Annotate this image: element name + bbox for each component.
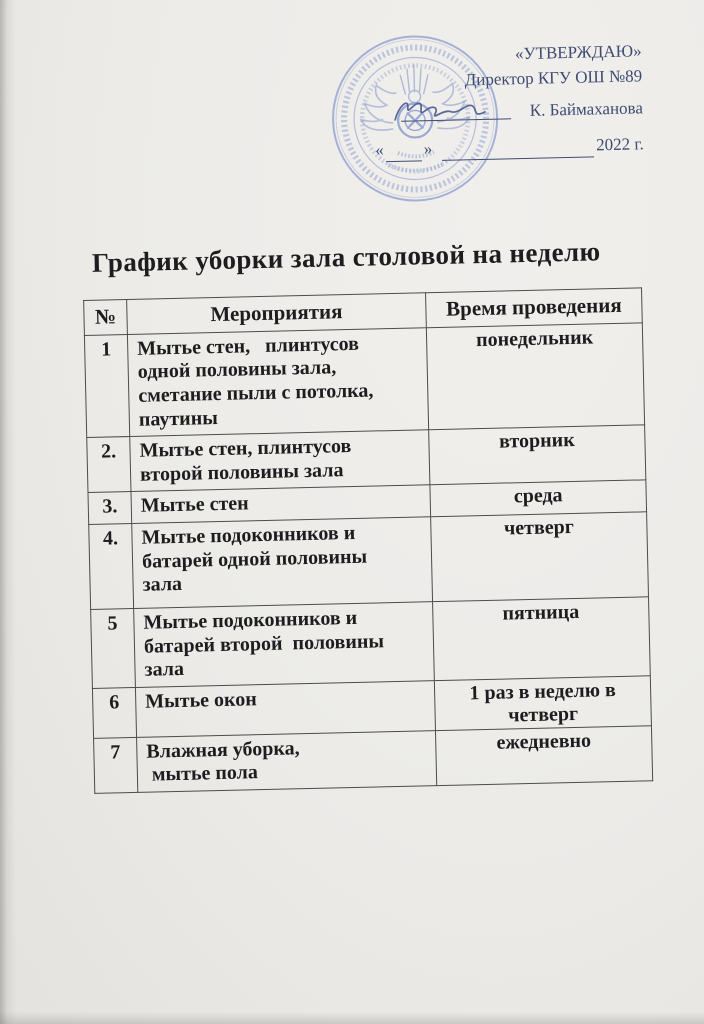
time-cell: пятница [433, 597, 651, 681]
activity-cell: Мытье подоконников и батарей одной половины зала [132, 517, 433, 609]
time-cell: вторник [429, 425, 646, 485]
signature [389, 94, 494, 126]
table-row [91, 597, 651, 688]
header-activity: Мероприятия [127, 293, 427, 335]
date-month-blank [442, 140, 594, 161]
year-label: 2022 г. [595, 133, 644, 155]
date-row [314, 131, 645, 164]
time-cell: ежедневно [435, 726, 652, 786]
date-day-blank [386, 144, 422, 163]
activity-cell: Мытье окон [135, 680, 435, 737]
table-row [94, 726, 653, 794]
table-row [89, 512, 649, 610]
activity-cell: Влажная уборка, мытье пола [137, 731, 437, 793]
row-number-cell: 3. [88, 492, 132, 525]
row-number-cell: 4. [89, 523, 134, 609]
row-number-cell: 7 [94, 737, 138, 793]
time-cell: четверг [431, 512, 649, 602]
document-title: График уборки зала столовой на неделю [91, 236, 601, 278]
header-time: Время проведения [426, 288, 643, 328]
row-number-cell: 1 [84, 334, 129, 437]
activity-cell: Мытье стен [131, 485, 431, 523]
header-number: № [84, 300, 128, 336]
quote-close: » [423, 138, 433, 158]
time-cell: понедельник [426, 323, 644, 430]
time-cell: 1 раз в неделю в четверг [434, 675, 651, 730]
approval-block [311, 39, 644, 164]
signature-row [313, 91, 644, 130]
schedule-body [84, 323, 652, 794]
activity-cell: Мытье стен, плинтусов второй половины зала [130, 430, 430, 492]
cleaning-schedule-table [83, 287, 653, 794]
quote-open: « [375, 139, 384, 160]
row-number-cell: 5 [91, 608, 136, 688]
row-number-cell: 2. [87, 437, 131, 493]
table-row [84, 323, 644, 438]
director-line: Директор КГУ ОШ №89 [464, 65, 643, 89]
activity-cell: Мытье подоконников и батарей второй половины зала [134, 602, 435, 688]
approve-label: «УТВЕРЖДАЮ» [514, 41, 642, 64]
director-name: К. Баймаханова [529, 97, 644, 120]
activity-cell: Мытье стен, плинтусов одной половины зала, сметание пыли с потолка, паутины [127, 328, 428, 437]
row-number-cell: 6 [92, 687, 136, 738]
time-cell: среда [430, 480, 647, 516]
